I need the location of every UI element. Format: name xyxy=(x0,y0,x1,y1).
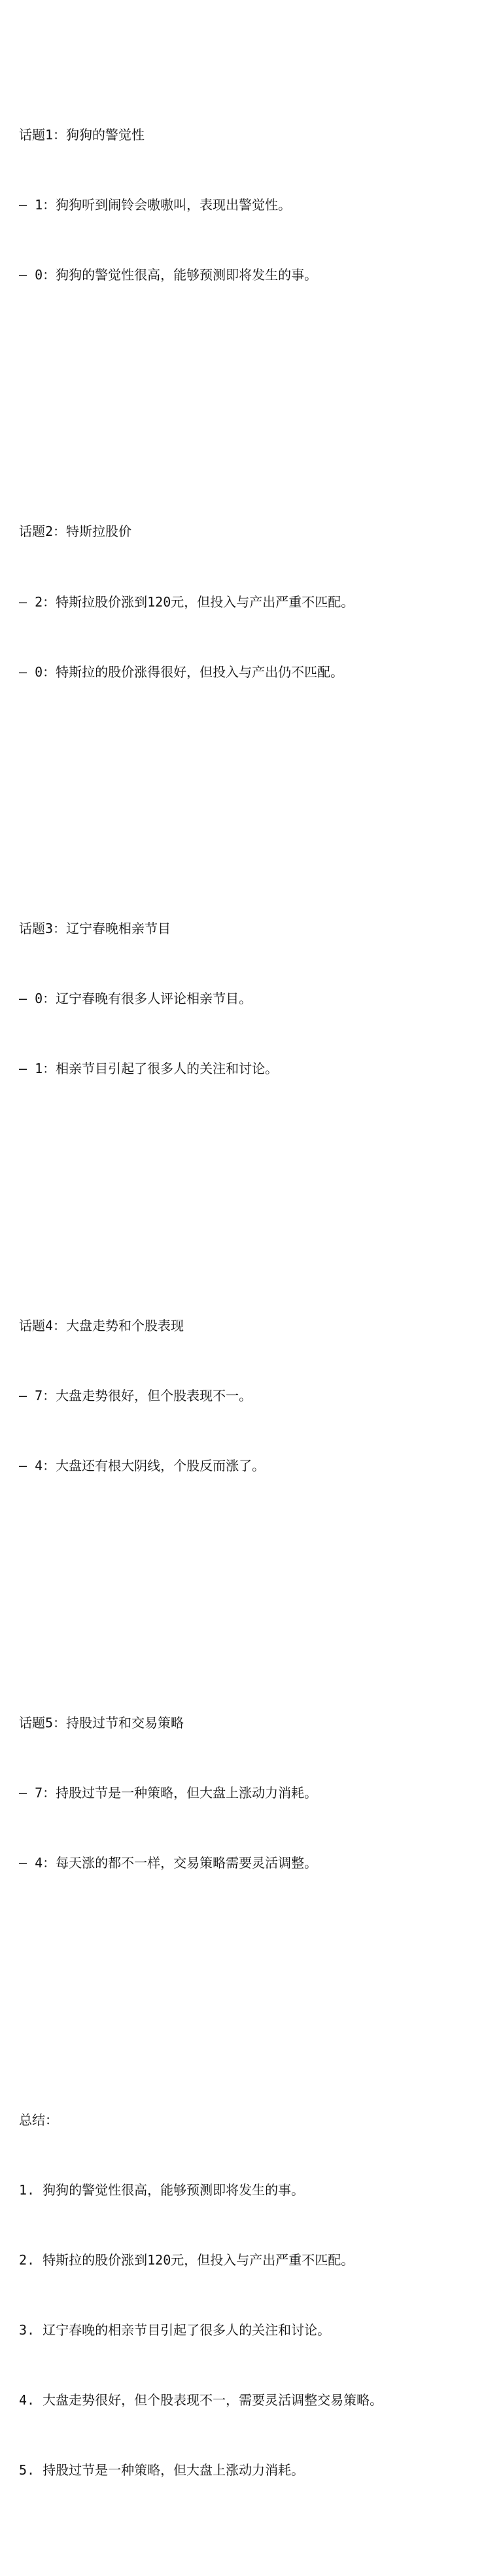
topic-item: – 4：每天涨的都不一样，交易策略需要灵活调整。 xyxy=(19,1855,318,1871)
summary-item: 3. 辽宁春晚的相亲节目引起了很多人的关注和讨论。 xyxy=(19,2322,331,2338)
section-spacer xyxy=(19,1572,477,1595)
topic-section-3 xyxy=(19,871,477,1128)
topic-section-4 xyxy=(19,1268,477,1525)
topic-item: – 4：大盘还有根大阴线，个股反而涨了。 xyxy=(19,1458,266,1474)
topic-item: – 7：持股过节是一种策略，但大盘上涨动力消耗。 xyxy=(19,1785,318,1801)
topic-item: – 0：特斯拉的股价涨得很好，但投入与产出仍不匹配。 xyxy=(19,663,344,680)
summary-section xyxy=(19,2062,477,2530)
topic-item: – 0：狗狗的警觉性很高，能够预测即将发生的事。 xyxy=(19,266,318,283)
summary-item: 2. 特斯拉的股价涨到120元，但投入与产出严重不匹配。 xyxy=(19,2252,354,2268)
summary-heading: 总结： xyxy=(19,2111,58,2128)
topic-item: – 1：相亲节目引起了很多人的关注和讨论。 xyxy=(19,1061,279,1077)
topic-item: – 1：狗狗听到闹铃会嗷嗷叫，表现出警觉性。 xyxy=(19,196,292,213)
topic-heading: 话题1：狗狗的警觉性 xyxy=(19,126,145,143)
section-spacer xyxy=(19,777,477,801)
topic-item: – 7：大盘走势很好，但个股表现不一。 xyxy=(19,1388,252,1404)
document-body xyxy=(19,7,477,2576)
topic-heading: 话题5：持股过节和交易策略 xyxy=(19,1715,184,1731)
section-spacer xyxy=(19,1174,477,1198)
topic-heading: 话题2：特斯拉股价 xyxy=(19,523,132,540)
topic-item: – 2：特斯拉股价涨到120元，但投入与产出严重不匹配。 xyxy=(19,593,354,610)
summary-item: 1. 狗狗的警觉性很高，能够预测即将发生的事。 xyxy=(19,2182,305,2198)
section-spacer xyxy=(19,380,477,404)
summary-item: 5. 持股过节是一种策略，但大盘上涨动力消耗。 xyxy=(19,2462,305,2479)
topic-item: – 0：辽宁春晚有很多人评论相亲节目。 xyxy=(19,991,252,1007)
topic-heading: 话题4：大盘走势和个股表现 xyxy=(19,1318,184,1334)
topic-section-2 xyxy=(19,474,477,731)
topic-section-1 xyxy=(19,77,477,334)
summary-item: 4. 大盘走势很好，但个股表现不一，需要灵活调整交易策略。 xyxy=(19,2392,383,2408)
topic-heading: 话题3：辽宁春晚相亲节目 xyxy=(19,921,171,937)
topic-section-5 xyxy=(19,1665,477,1922)
section-spacer xyxy=(19,1969,477,1992)
